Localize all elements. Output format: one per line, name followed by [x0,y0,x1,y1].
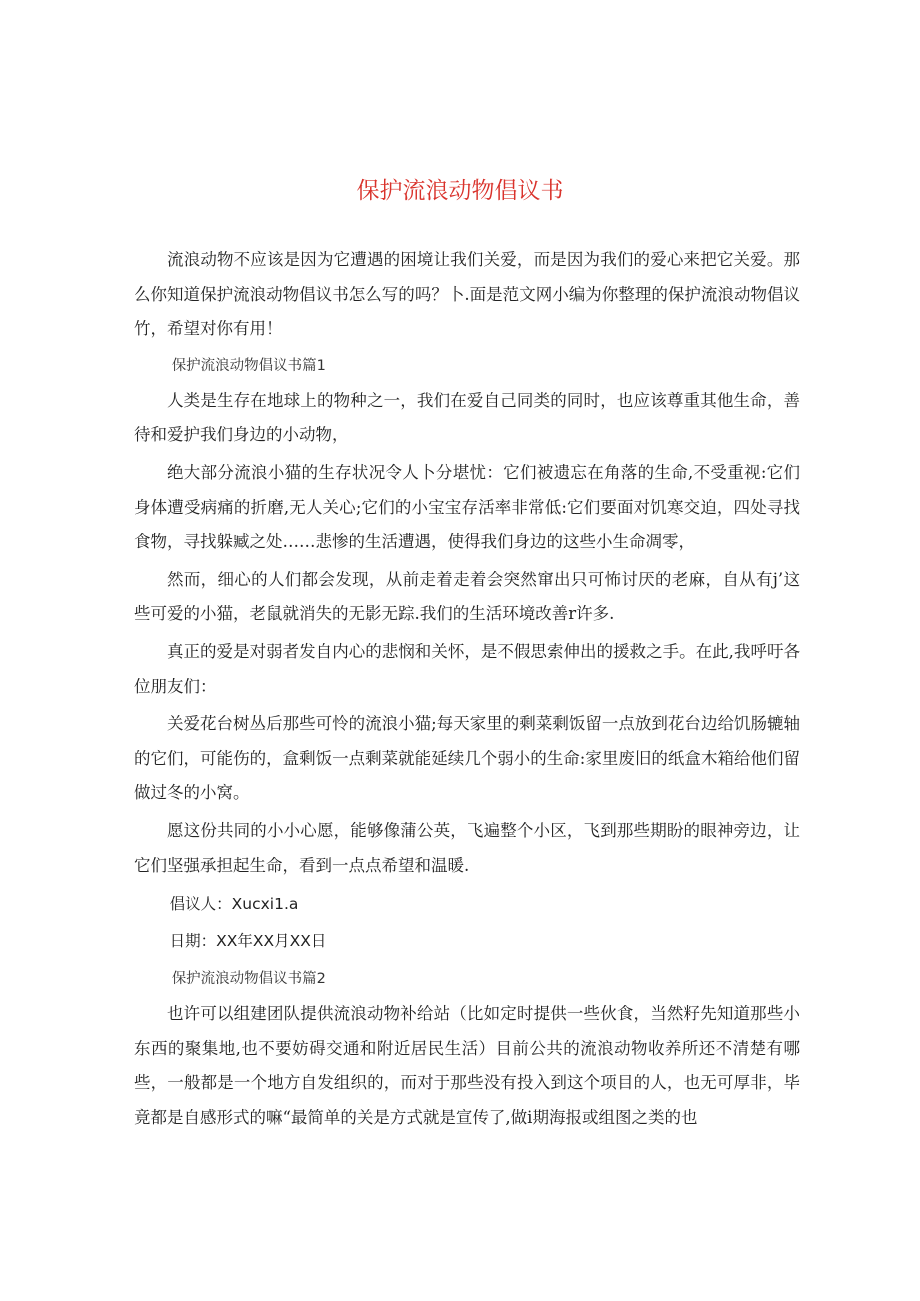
paragraph: 也许可以组建团队提供流浪动物补给站（比如定时提供一些伙食，当然籽先知道那些小东西的聚集地,也不要妨碍交通和附近居民生活）目前公共的流浪动物收养所还不清楚有哪些，一般都是一个地方自发组织的，而对于那些没有投入到这个项目的人，也无可厚非，毕竟都是自感形式的嘛“最简单的关是方式就是宣传了,做i期海报或组图之类的也 [134,1004,800,1127]
paragraph: 关爱花台树丛后那些可怜的流浪小猫;每天家里的剩菜剩饭留一点放到花台边给饥肠辘轴的它们，可能伤的，盒剩饭一点剩菜就能延续几个弱小的生命:家里废旧的纸盒木箱给他们留做过冬的小窝。 [134,714,800,803]
paragraph: 人类是生存在地球上的物种之一，我们在爱自己同类的同时，也应该尊重其他生命，善待和爱护我们身边的小动物， [134,390,800,445]
proposer-line: 倡议人：Xucxi1.a [169,895,299,914]
document-body [134,243,800,1138]
section-heading-1: 保护流浪动物倡议书篇1 [171,357,326,374]
paragraph: 愿这份共同的小小心愿，能够像蒲公英，飞遍整个小区，飞到那些期盼的眼神旁边，让它们坚强承担起生命，看到一点点希望和温暖. [134,820,800,875]
section-heading-2: 保护流浪动物倡议书篇2 [171,971,326,988]
date-line: 日期：XX年XX月XX日 [169,932,327,951]
paragraph: 真正的爱是对弱者发自内心的悲悯和关怀，是不假思索伸出的援救之手。在此,我呼吁各位朋友们： [134,641,800,696]
page-title: 保护流浪动物倡议书 [356,178,564,204]
intro-paragraph: 流浪动物不应该是因为它遭遇的困境让我们关爱，而是因为我们的爱心来把它关爱。那么你知道保护流浪动物倡议书怎么写的吗？卜.面是范文网小编为你整理的保护流浪动物倡议竹，希望对你有用！ [134,250,800,339]
paragraph: 绝大部分流浪小猫的生存状况令人卜分堪忧：它们被遗忘在角落的生命,不受重视:它们身体遭受病痛的折磨,无人关心;它们的小宝宝存活率非常低:它们要面对饥寒交迫，四处寻找食物，寻找躲臧之处……悲惨的生活遭遇，使得我们身边的这些小生命凋零， [134,462,800,552]
paragraph: 然而，细心的人们都会发现，从前走着走着会突然窜出只可怖讨厌的老麻，自从有j’这些可爱的小猫，老鼠就消失的无影无踪.我们的生活环境改善r许多. [134,569,800,624]
